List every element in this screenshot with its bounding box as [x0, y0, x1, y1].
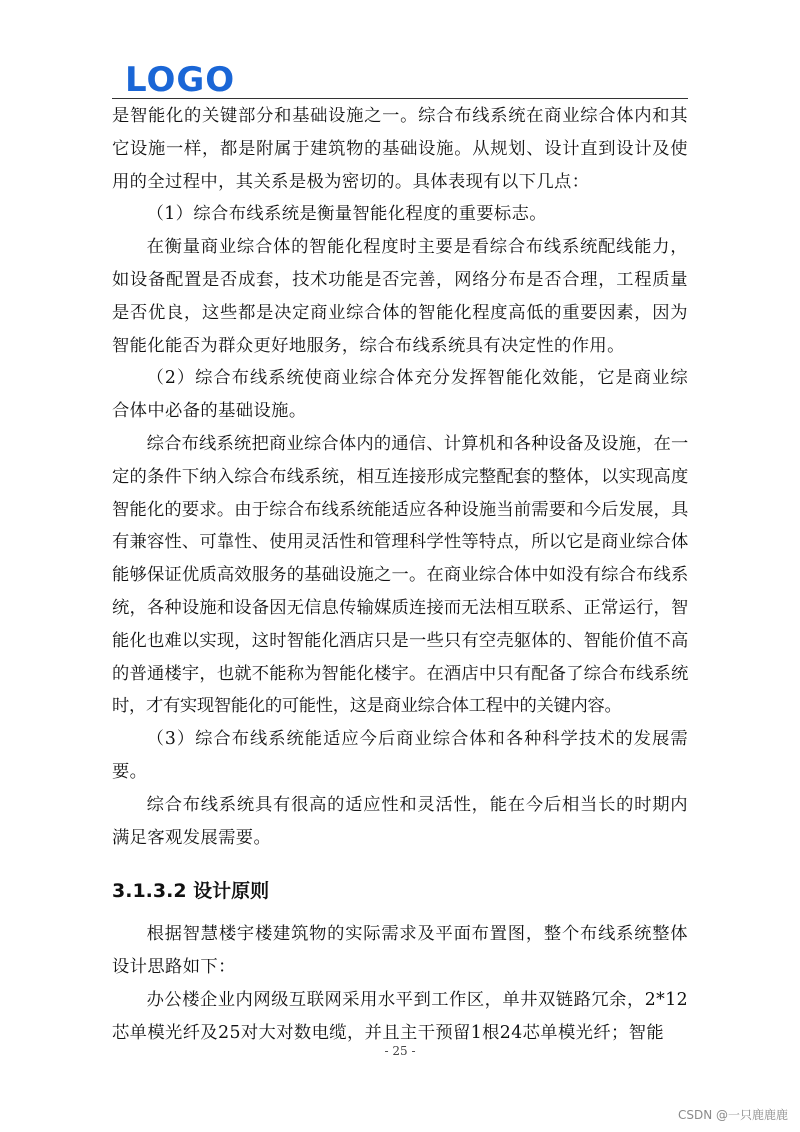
document-body [112, 100, 688, 1050]
paragraph: 综合布线系统具有很高的适应性和灵活性，能在今后相当长的时期内满足客观发展需要。 [112, 794, 688, 848]
paragraph: 综合布线系统把商业综合体内的通信、计算机和各种设备及设施，在一定的条件下纳入综合布线系统，相互连接形成完整配套的整体，以实现高度智能化的要求。由于综合布线系统能适应各种设施当前需要和今后发展，具有兼容性、可靠性、使用灵活性和管理科学性等特点，所以它是商业综合体能够保证优质高效服务的基础设施之一。在商业综合体中如没有综合布线系统，各种设施和设备因无信息传输媒质连接而无法相互联系、正常运行，智能化也难以实现，这时智能化酒店只是一些只有空壳躯体的、智能价值不高的普通楼宇，也就不能称为智能化楼宇。在酒店中只有配备了综合布线系统时，才有实现智能化的可能性，这是商业综合体工程中的关键内容。 [112, 433, 688, 717]
section-heading: 3.1.3.2 设计原则 [112, 880, 270, 903]
list-item-2: （2）综合布线系统使商业综合体充分发挥智能化效能，它是商业综合体中必备的基础设施。 [112, 368, 688, 422]
page-number: - 25 - [384, 1044, 416, 1058]
paragraph: 办公楼企业内网级互联网采用水平到工作区，单井双链路冗余，2*12芯单模光纤及25对大对数电缆，并且主干预留1根24芯单模光纤；智能 [112, 989, 688, 1043]
paragraph-continuation: 是智能化的关键部分和基础设施之一。综合布线系统在商业综合体内和其它设施一样，都是附属于建筑物的基础设施。从规划、设计直到设计及使用的全过程中，其关系是极为密切的。具体表现有以下几点： [112, 106, 688, 192]
paragraph: 在衡量商业综合体的智能化程度时主要是看综合布线系统配线能力，如设备配置是否成套，技术功能是否完善，网络分布是否合理，工程质量是否优良，这些都是决定商业综合体的智能化程度高低的重要因素，因为智能化能否为群众更好地服务，综合布线系统具有决定性的作用。 [112, 237, 688, 356]
logo: LOGO [125, 60, 236, 100]
list-item-3: （3）综合布线系统能适应今后商业综合体和各种科学技术的发展需要。 [112, 729, 688, 782]
header-divider [112, 98, 688, 99]
paragraph: 根据智慧楼宇楼建筑物的实际需求及平面布置图，整个布线系统整体设计思路如下： [112, 924, 688, 978]
watermark: CSDN @一只鹿鹿鹿 [677, 1108, 788, 1122]
list-item-1: （1）综合布线系统是衡量智能化程度的重要标志。 [146, 204, 547, 225]
